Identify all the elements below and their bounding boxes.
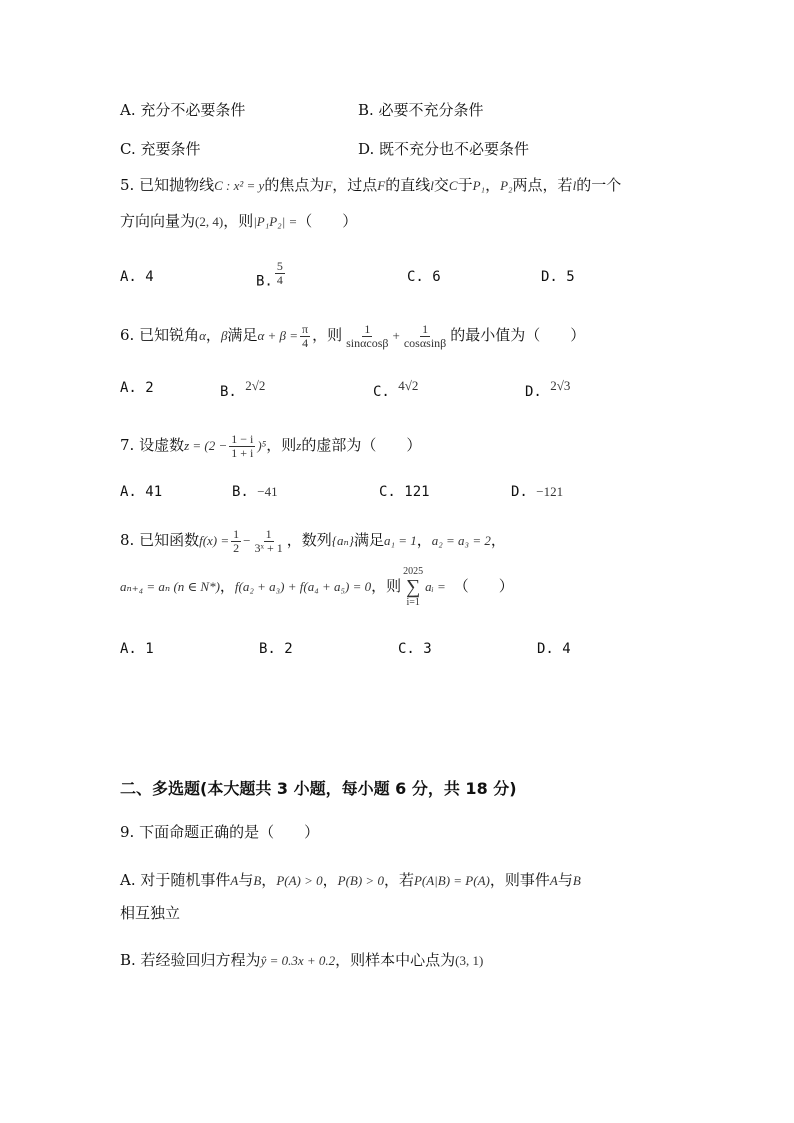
q8-option-a: A. 1: [120, 641, 154, 657]
q9-stem: 9. 下面命题正确的是（ ）: [120, 823, 320, 841]
q8-stem-line1: 8. 已知函数f(x) = $\frac{1}{2}$ − $\frac{1}{\text{3ˣ + 1}}$ ，数列{aₙ}满足a₁ = 1，a₂ = a₃ = 2，: [120, 526, 506, 555]
q4-option-d: D. 既不充分也不必要条件: [358, 140, 530, 158]
q9-option-a-line2: 相互独立: [120, 904, 181, 922]
q7-fraction: $\frac{1 - i}{1 + i}$: [231, 431, 254, 460]
q8-stem-line2: aₙ₊₄ = aₙ (n ∈ N*)，f(a₂ + a₃) + f(a₄ + a₅) = 0，则 2025 ∑ i=1 aᵢ = （ ）: [120, 566, 514, 608]
q7-stem: 7. 设虚数z = (2 − $\frac{1 - i}{1 + i}$ )⁵，则z的虚部为（ ）: [120, 431, 422, 460]
q8-option-b: B. 2: [259, 641, 293, 657]
q8-option-d: D. 4: [537, 641, 571, 657]
q5-option-a: A. 4: [120, 269, 154, 285]
q7-option-a: A. 41: [120, 484, 163, 500]
q7-option-b: B. −41: [232, 484, 278, 500]
q6-option-d: D. 2√3: [525, 378, 571, 400]
q6-fraction-2: $\frac{1}{\cos\alpha\sin\beta}$: [403, 321, 447, 350]
section-heading-multiple-choice: 二、多选题(本大题共 3 小题，每小题 6 分，共 18 分): [120, 779, 517, 798]
q4-option-b: B. 必要不充分条件: [358, 101, 484, 119]
q4-option-a: A. 充分不必要条件: [120, 101, 246, 119]
q5-stem-line2: 方向向量为(2, 4)，则|P₁P₂| =（ ）: [120, 212, 358, 230]
q7-option-c: C. 121: [379, 484, 430, 500]
q4-option-c: C. 充要条件: [120, 140, 201, 158]
q5-option-b: B. $\frac{5}{4}$: [256, 259, 283, 290]
q6-stem: 6. 已知锐角α，β满足α + β = $\frac{\pi}{4}$ ，则 $\frac{1}{\sin\alpha\cos\beta}$ + $\frac{1}{\cos\alpha\sin\beta}$ 的最小值为（ ）: [120, 321, 586, 350]
q9-option-b: B. 若经验回归方程为ŷ = 0.3x + 0.2，则样本中心点为(3, 1): [120, 951, 484, 969]
q8-option-c: C. 3: [398, 641, 432, 657]
q9-option-a-line1: A. 对于随机事件A与B，P(A) > 0，P(B) > 0，若P(A|B) = P(A)，则事件A与B: [120, 871, 581, 889]
q6-option-a: A. 2: [120, 380, 154, 396]
q5-stem-line1: 5. 已知抛物线C : x² = y的焦点为F，过点F的直线l交C于P₁，P₂两点，若l的一个: [120, 176, 622, 194]
q6-option-b: B. 2√2: [220, 378, 266, 400]
q8-summation: 2025 ∑ i=1: [403, 566, 424, 608]
q7-option-d: D. −121: [511, 484, 564, 500]
q6-fraction-1: $\frac{1}{\sin\alpha\cos\beta}$: [346, 321, 389, 350]
q5-option-c: C. 6: [407, 269, 441, 285]
q5-option-b-fraction: $\frac{5}{4}$: [276, 259, 283, 287]
q5-option-d: D. 5: [541, 269, 575, 285]
q6-option-c: C. 4√2: [373, 378, 419, 400]
